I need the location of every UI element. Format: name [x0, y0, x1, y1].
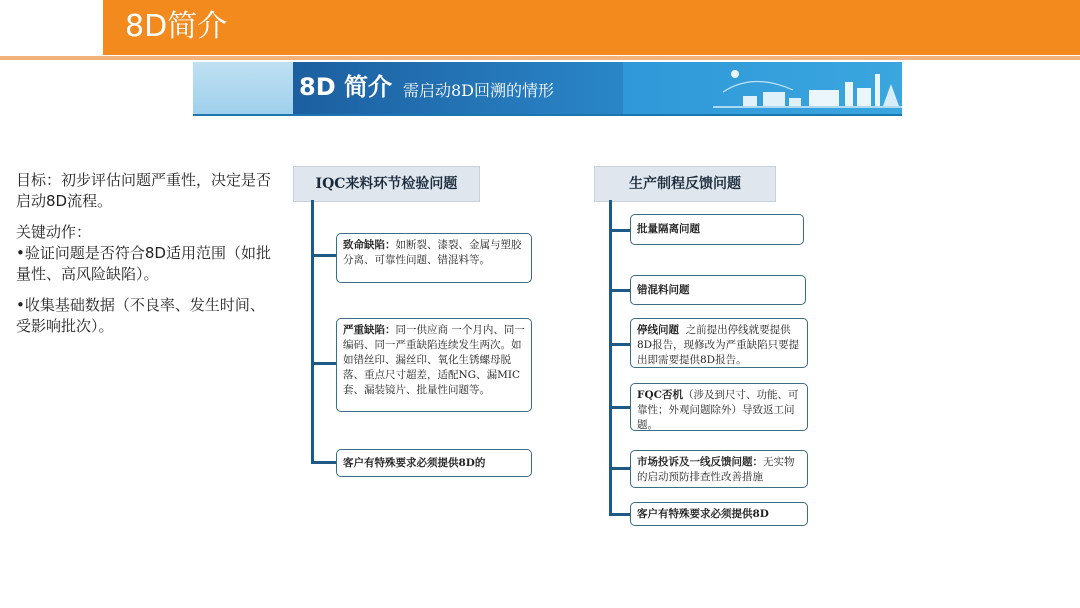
production-item-mixed-material — [630, 275, 806, 305]
item-text: （涉及到尺寸、功能、可靠性；外观问题除外）导致返工问题。 — [637, 389, 799, 431]
production-connector-3 — [609, 343, 630, 346]
action-item-1: •验证问题是否符合8D适用范围（如批量性、高风险缺陷）。 — [16, 244, 271, 283]
item-text: 客户有特殊要求必须提供8D的 — [343, 457, 486, 469]
iqc-item-fatal-defect — [336, 233, 532, 283]
item-text: 批量隔离问题 — [637, 223, 700, 235]
production-item-customer-request — [630, 502, 808, 526]
production-connector-2 — [609, 289, 630, 292]
production-header: 生产制程反馈问题 — [594, 166, 776, 202]
production-item-fqc — [630, 383, 808, 431]
iqc-item-severe-defect — [336, 318, 532, 412]
iqc-connector-3 — [311, 461, 336, 464]
iqc-connector-2 — [311, 362, 336, 365]
banner-subtitle: 需启动8D回溯的情形 — [403, 81, 555, 100]
item-label: 严重缺陷： — [343, 324, 396, 336]
title-bar — [103, 0, 1080, 55]
iqc-connector-vertical — [311, 200, 314, 464]
iqc-header: IQC来料环节检验问题 — [293, 166, 480, 202]
goal-text: 目标：初步评估问题严重性，决定是否启动8D流程。 — [16, 171, 272, 210]
action-item-2: •收集基础数据（不良率、发生时间、受影响批次）。 — [16, 296, 265, 335]
title-underline — [0, 56, 1080, 60]
item-label: 停线问题 — [637, 324, 679, 336]
production-connector-4 — [609, 406, 630, 409]
actions-heading: 关键动作： — [16, 223, 92, 241]
production-item-line-stop — [630, 318, 808, 368]
production-item-market-complaint — [630, 450, 808, 488]
cityscape-illustration — [713, 62, 902, 114]
production-connector-6 — [609, 513, 630, 516]
left-description — [16, 170, 276, 347]
item-text: 如断裂、漆裂、金属与塑胶分离、可靠性问题、错混料等。 — [343, 239, 522, 266]
item-label: FQC否机 — [637, 389, 683, 401]
item-text: 客户有特殊要求必须提供8D — [637, 508, 769, 520]
banner-title: 8D 简介 — [299, 73, 392, 101]
iqc-item-customer-request — [336, 449, 532, 477]
page-title: 8D简介 — [125, 9, 228, 44]
banner-left-panel — [193, 62, 293, 114]
iqc-connector-1 — [311, 254, 336, 257]
item-label: 致命缺陷： — [343, 239, 396, 251]
item-text: 无实物的启动预防排查性改善措施 — [637, 456, 795, 483]
production-item-batch-isolation — [630, 214, 804, 245]
item-text: 同一供应商 一个月内、同一编码、同一严重缺陷连续发生两次。如如错丝印、漏丝印、氧化生锈螺母脱落、重点尺寸超差，适配NG、漏MIC套、漏装镜片、批量性问题等。 — [343, 324, 525, 396]
item-text: 之前提出停线就要提供8D报告，现修改为严重缺陷只要提出即需要提供8D报告。 — [637, 324, 800, 366]
item-label: 市场投诉及一线反馈问题： — [637, 456, 763, 468]
production-connector-5 — [609, 467, 630, 470]
production-connector-1 — [609, 229, 630, 232]
item-text: 错混料问题 — [637, 284, 690, 296]
banner — [193, 62, 902, 116]
